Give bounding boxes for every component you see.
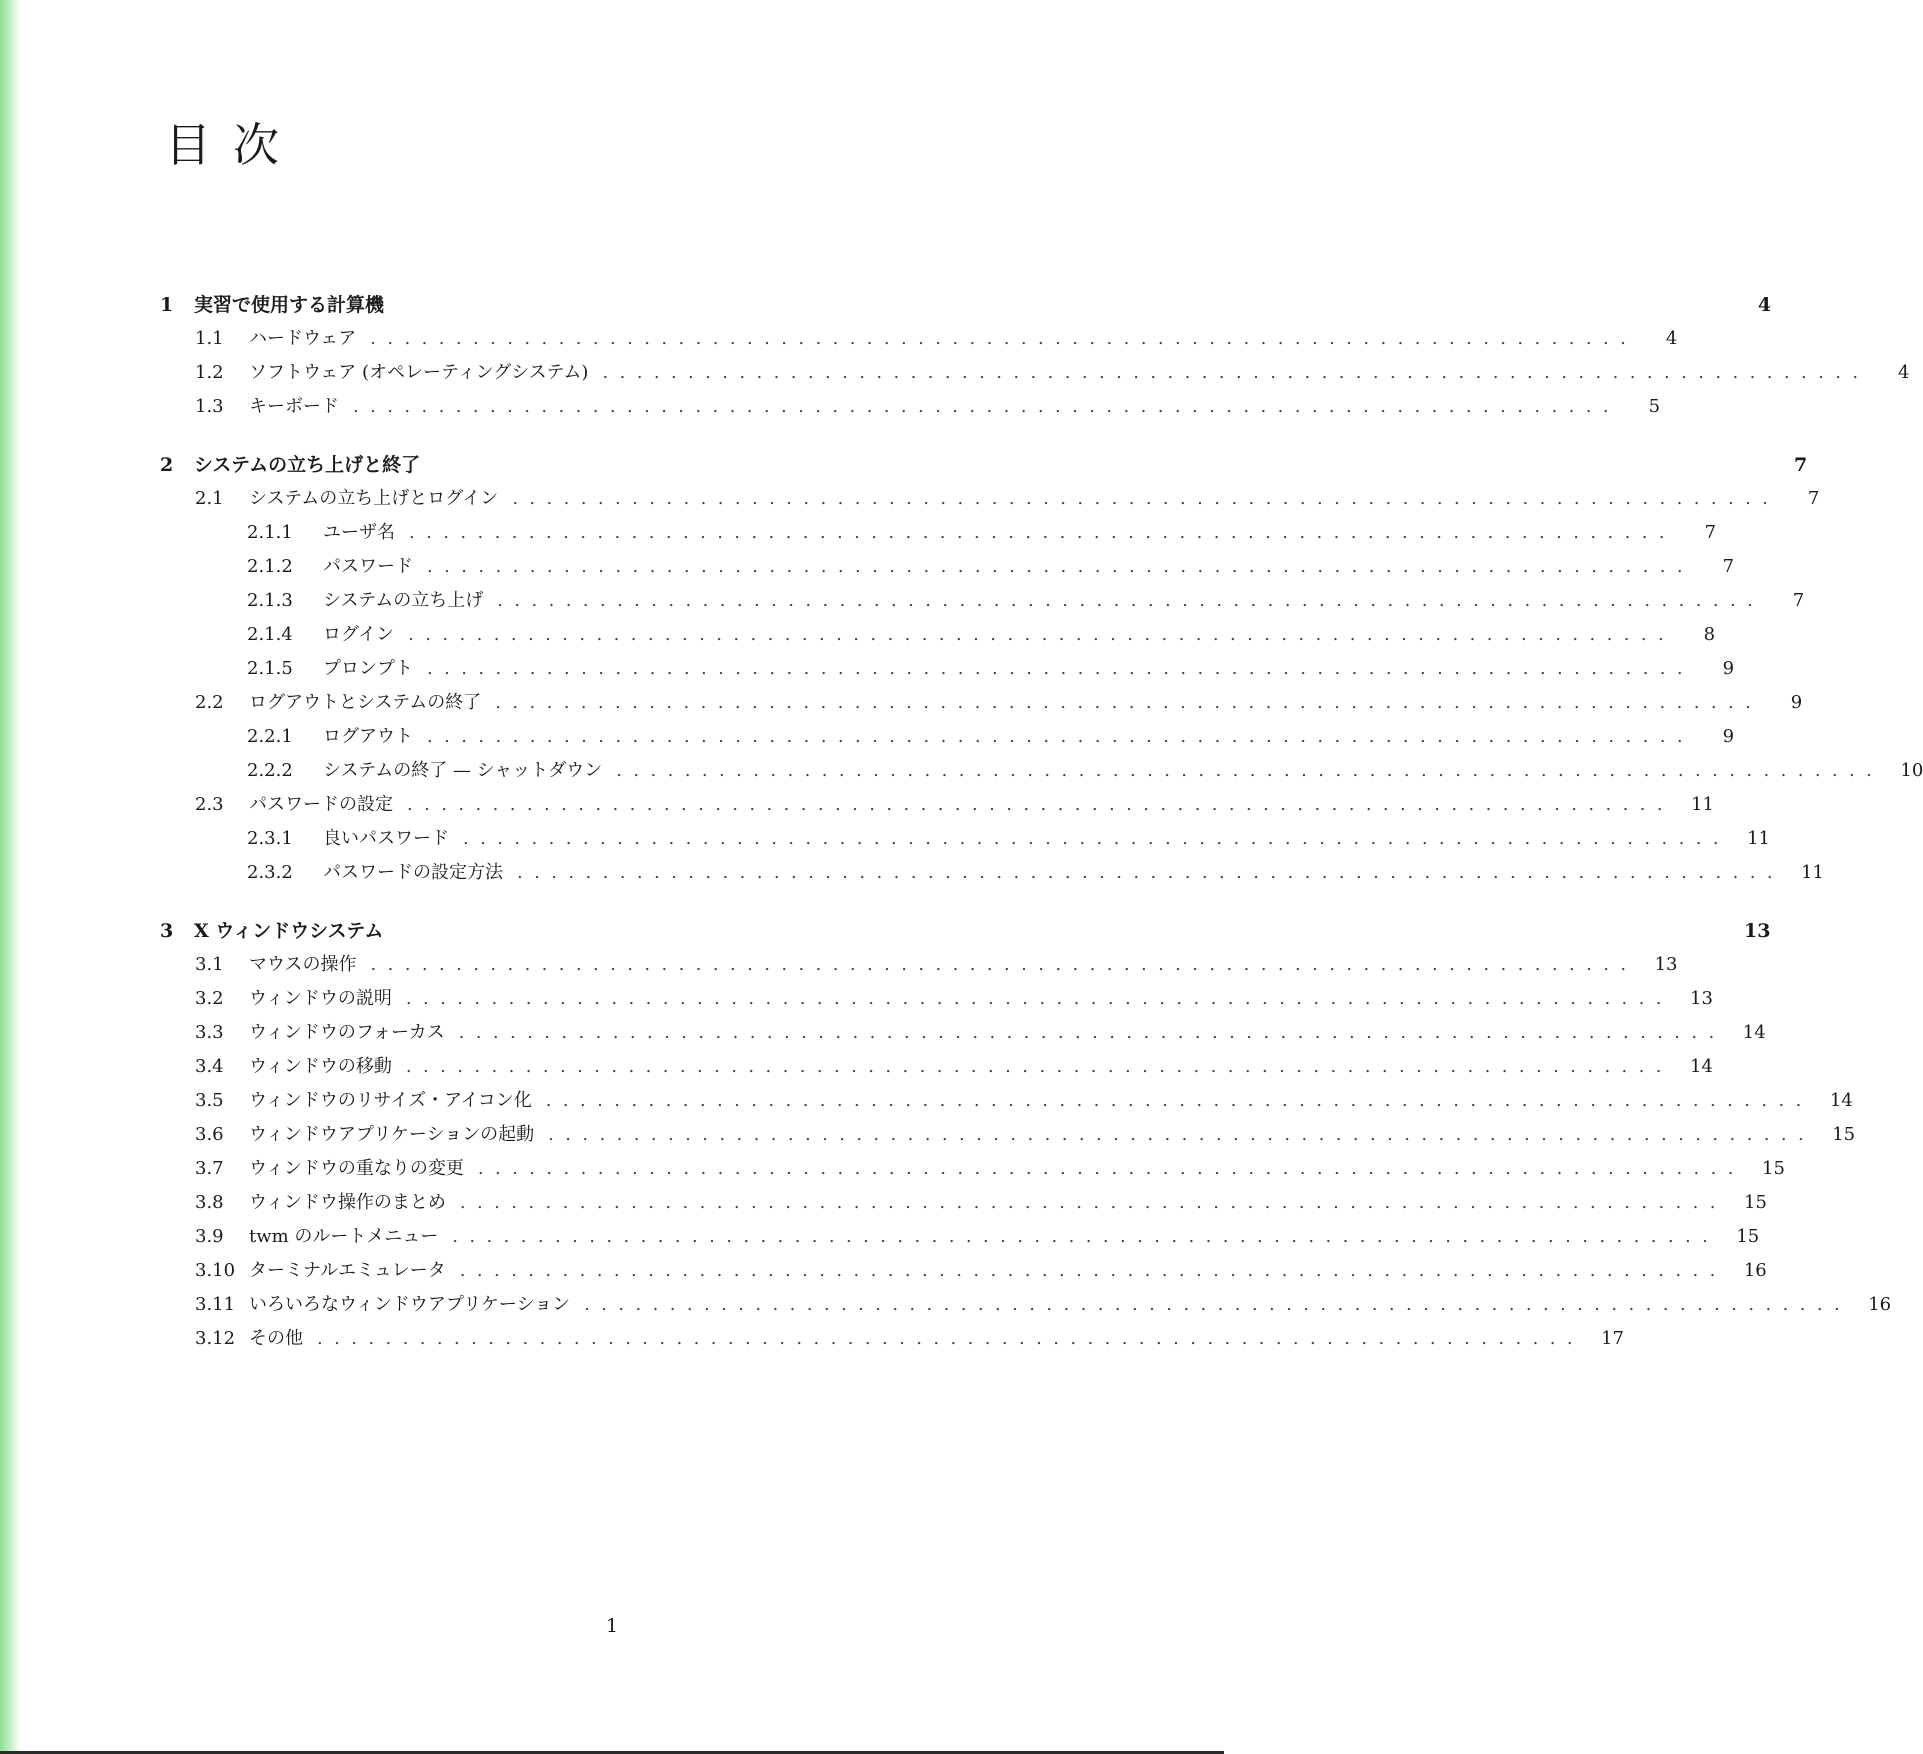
toc-entry-number: 3.2 — [195, 988, 224, 1009]
toc-subsection[interactable] — [160, 858, 1825, 892]
toc-entry-label: パスワードの設定 — [249, 794, 393, 815]
toc-entry-page: 9 — [1722, 726, 1735, 747]
toc-subsection[interactable] — [160, 756, 1923, 790]
toc-entry-label: ログアウト — [323, 726, 413, 747]
toc-entry-label: 良いパスワード — [323, 828, 449, 849]
toc-entry-label: ユーザ名 — [323, 522, 395, 543]
toc-entry-label: ウィンドウの説明 — [249, 988, 392, 1009]
toc-dot-leader: .......................................................................... — [463, 828, 1731, 849]
toc-entry-page: 11 — [1801, 862, 1825, 883]
toc-dot-leader: .......................................................................... — [427, 556, 1695, 577]
toc-entry-label: システムの立ち上げとログイン — [249, 488, 499, 509]
toc-entry-number: 3.11 — [195, 1294, 236, 1315]
toc-entry-label: ウィンドウの移動 — [249, 1056, 392, 1077]
toc-dot-leader: .......................................................................... — [353, 396, 1621, 417]
toc-dot-leader: .......................................................................... — [427, 658, 1695, 679]
page-title: 目次 — [165, 118, 301, 172]
toc-dot-leader: .......................................................................... — [317, 1328, 1585, 1349]
toc-entry-number: 2.1.5 — [247, 658, 293, 679]
toc-entry-number: 2.1.3 — [247, 590, 293, 611]
toc-section[interactable] — [160, 1256, 1767, 1290]
toc-dot-leader: .......................................................................... — [370, 328, 1638, 349]
toc-entry-page: 16 — [1868, 1294, 1892, 1315]
toc-dot-leader: .......................................................................... — [545, 1090, 1813, 1111]
toc-subsection[interactable] — [160, 620, 1716, 654]
toc-entry-number: 2.2 — [195, 692, 224, 713]
toc-chapter-gap — [160, 892, 1096, 916]
toc-dot-leader: .......................................................................... — [477, 1158, 1745, 1179]
toc-dot-leader: .......................................................................... — [452, 1226, 1720, 1247]
toc-section[interactable] — [160, 392, 1661, 426]
toc-dot-leader: .......................................................................... — [427, 726, 1695, 747]
toc-section[interactable] — [160, 790, 1715, 824]
toc-entry-page: 11 — [1747, 828, 1771, 849]
toc-entry-label: キーボード — [249, 396, 339, 417]
toc-section[interactable] — [160, 358, 1910, 392]
toc-entry-page: 17 — [1601, 1328, 1625, 1349]
toc-entry-label: パスワードの設定方法 — [323, 862, 503, 883]
toc-subsection[interactable] — [160, 722, 1735, 756]
toc-dot-leader: .......................................................................... — [517, 862, 1785, 883]
toc-chapter-gap — [160, 426, 1096, 450]
toc-entry-label: ターミナルエミュレータ — [249, 1260, 446, 1281]
toc-entry-number: 2 — [160, 454, 174, 476]
toc-entry-page: 13 — [1690, 988, 1713, 1009]
toc-entry-number: 3.7 — [195, 1158, 224, 1179]
toc-entry-number: 1.2 — [195, 362, 224, 383]
toc-chapter[interactable] — [160, 290, 1772, 324]
toc-entry-number: 3.1 — [195, 954, 224, 975]
toc-chapter[interactable] — [160, 450, 1808, 484]
toc-entry-page: 8 — [1703, 624, 1716, 645]
page-number: 1 — [605, 1615, 619, 1637]
toc-entry-page: 9 — [1722, 658, 1735, 679]
toc-entry-number: 2.3.1 — [247, 828, 293, 849]
toc-section[interactable] — [160, 688, 1803, 722]
toc-entry-label: ログイン — [323, 624, 395, 645]
toc-entry-number: 2.1 — [195, 488, 224, 509]
toc-subsection[interactable] — [160, 518, 1717, 552]
toc-section[interactable] — [160, 484, 1820, 518]
toc-dot-leader: .......................................................................... — [616, 760, 1884, 781]
toc-entry-number: 2.3.2 — [247, 862, 293, 883]
toc-subsection[interactable] — [160, 586, 1805, 620]
toc-entry-number: 1.3 — [195, 396, 224, 417]
toc-entry-label: ウィンドウの重なりの変更 — [249, 1158, 464, 1179]
toc-dot-leader: .......................................................................... — [459, 1260, 1727, 1281]
toc-entry-number: 3 — [160, 920, 174, 942]
toc-subsection[interactable] — [160, 824, 1771, 858]
toc-section[interactable] — [160, 1018, 1766, 1052]
toc-entry-page: 7 — [1792, 590, 1805, 611]
page-edge-shadow — [0, 0, 20, 1754]
toc-section[interactable] — [160, 1052, 1713, 1086]
toc-entry-number: 3.8 — [195, 1192, 224, 1213]
toc-dot-leader: .......................................................................... — [405, 988, 1673, 1009]
toc-entry-page: 10 — [1900, 760, 1923, 781]
toc-entry-number: 2.1.1 — [247, 522, 293, 543]
toc-entry-page: 7 — [1807, 488, 1820, 509]
toc-entry-number: 3.6 — [195, 1124, 224, 1145]
toc-entry-number: 3.3 — [195, 1022, 224, 1043]
toc-entry-number: 3.5 — [195, 1090, 224, 1111]
toc-dot-leader: .......................................................................... — [548, 1124, 1816, 1145]
toc-entry-label: twm のルートメニュー — [249, 1226, 439, 1247]
toc-entry-page: 13 — [1654, 954, 1678, 975]
toc-entry-page: 16 — [1743, 1260, 1767, 1281]
toc-dot-leader: .......................................................................... — [512, 488, 1780, 509]
toc-entry-page: 15 — [1832, 1124, 1856, 1145]
toc-entry-label: システムの立ち上げと終了 — [194, 454, 421, 476]
toc-dot-leader: .......................................................................... — [458, 1022, 1726, 1043]
toc-dot-leader: .......................................................................... — [602, 362, 1870, 383]
toc-subsection[interactable] — [160, 654, 1735, 688]
toc-entry-label: その他 — [249, 1328, 303, 1349]
toc-entry-label: ウィンドウのリサイズ・アイコン化 — [249, 1090, 532, 1111]
toc-entry-page: 5 — [1648, 396, 1661, 417]
toc-entry-page: 14 — [1742, 1022, 1766, 1043]
toc-entry-label: ウィンドウアプリケーションの起動 — [249, 1124, 535, 1145]
table-of-contents — [160, 290, 1923, 1358]
toc-dot-leader: .......................................................................... — [405, 1056, 1673, 1077]
toc-entry-label: プロンプト — [323, 658, 413, 679]
toc-section[interactable] — [160, 1324, 1625, 1358]
toc-entry-label: ログアウトとシステムの終了 — [249, 692, 482, 713]
toc-entry-number: 3.4 — [195, 1056, 224, 1077]
toc-entry-label: マウスの操作 — [249, 954, 357, 975]
toc-section[interactable] — [160, 324, 1678, 358]
toc-entry-page: 7 — [1722, 556, 1735, 577]
toc-entry-page: 7 — [1704, 522, 1717, 543]
toc-section[interactable] — [160, 1290, 1892, 1324]
toc-chapter[interactable] — [160, 916, 1771, 950]
toc-entry-label: ソフトウェア (オペレーティングシステム) — [249, 362, 589, 383]
toc-dot-leader: .......................................................................... — [584, 1294, 1852, 1315]
toc-entry-label: 実習で使用する計算機 — [194, 294, 385, 316]
toc-entry-label: パスワード — [323, 556, 413, 577]
toc-entry-label: システムの終了 — シャットダウン — [323, 760, 603, 781]
toc-subsection[interactable] — [160, 552, 1735, 586]
toc-entry-page: 15 — [1736, 1226, 1760, 1247]
toc-entry-label: ハードウェア — [249, 328, 357, 349]
toc-entry-page: 11 — [1691, 794, 1715, 815]
toc-section[interactable] — [160, 1120, 1856, 1154]
toc-dot-leader: .......................................................................... — [407, 794, 1675, 815]
toc-entry-number: 1 — [160, 294, 174, 316]
toc-entry-page: 14 — [1829, 1090, 1853, 1111]
toc-dot-leader: .......................................................................... — [409, 522, 1677, 543]
toc-entry-page: 14 — [1690, 1056, 1713, 1077]
toc-section[interactable] — [160, 950, 1678, 984]
toc-section[interactable] — [160, 1188, 1767, 1222]
toc-entry-number: 2.2.1 — [247, 726, 293, 747]
toc-entry-label: X ウィンドウシステム — [194, 920, 384, 942]
toc-entry-number: 3.12 — [195, 1328, 236, 1349]
toc-entry-number: 2.3 — [195, 794, 224, 815]
toc-entry-page: 9 — [1790, 692, 1803, 713]
toc-entry-label: ウィンドウのフォーカス — [249, 1022, 445, 1043]
toc-dot-leader: .......................................................................... — [370, 954, 1638, 975]
toc-dot-leader: .......................................................................... — [408, 624, 1676, 645]
toc-section[interactable] — [160, 984, 1713, 1018]
toc-entry-page: 15 — [1762, 1158, 1785, 1179]
toc-section[interactable] — [160, 1222, 1760, 1256]
toc-entry-label: システムの立ち上げ — [323, 590, 484, 611]
toc-section[interactable] — [160, 1154, 1785, 1188]
toc-entry-page: 15 — [1744, 1192, 1767, 1213]
toc-dot-leader: .......................................................................... — [497, 590, 1765, 611]
toc-entry-page: 4 — [1898, 362, 1910, 383]
toc-entry-label: いろいろなウィンドウアプリケーション — [249, 1294, 571, 1315]
toc-entry-number: 3.9 — [195, 1226, 224, 1247]
toc-section[interactable] — [160, 1086, 1853, 1120]
toc-entry-label: ウィンドウ操作のまとめ — [249, 1192, 446, 1213]
toc-entry-page: 7 — [1793, 454, 1808, 476]
toc-entry-number: 3.10 — [195, 1260, 236, 1281]
toc-entry-number: 2.1.4 — [247, 624, 293, 645]
toc-entry-page: 4 — [1665, 328, 1678, 349]
toc-dot-leader: .......................................................................... — [495, 692, 1763, 713]
toc-entry-number: 2.1.2 — [247, 556, 293, 577]
toc-entry-number: 2.2.2 — [247, 760, 293, 781]
toc-entry-page: 4 — [1757, 294, 1772, 316]
toc-entry-page: 13 — [1743, 920, 1771, 942]
toc-dot-leader: .......................................................................... — [459, 1192, 1727, 1213]
toc-entry-number: 1.1 — [195, 328, 224, 349]
